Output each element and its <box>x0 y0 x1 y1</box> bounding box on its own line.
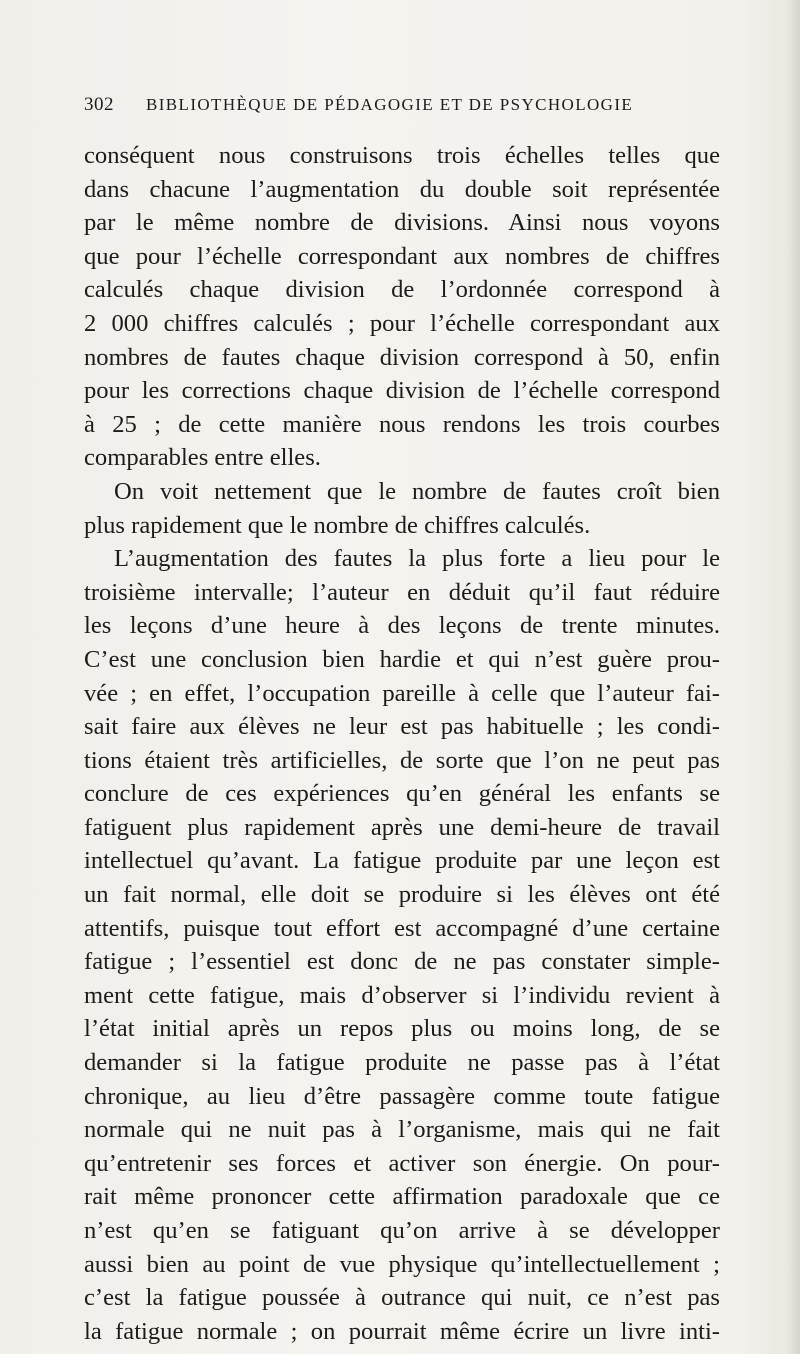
text-line: nombres de fautes chaque division correspond à 50, enfin <box>84 343 720 371</box>
text-line: conclure de ces expériences qu’en général les enfants se <box>84 780 720 808</box>
text-line: L’augmentation des fautes la plus forte a lieu pour le <box>114 545 720 573</box>
text-line: intellectuel qu’avant. La fatigue produite par une leçon est <box>84 847 720 875</box>
text-line: calculés chaque division de l’ordonnée correspond à <box>84 276 720 304</box>
text-line: un fait normal, elle doit se produire si les élèves ont été <box>84 881 720 909</box>
text-line: les leçons d’une heure à des leçons de trente minutes. <box>84 612 720 640</box>
text-line: qu’entretenir ses forces et activer son énergie. On pour- <box>84 1149 720 1177</box>
text-line: pour les corrections chaque division de l’échelle correspond <box>84 377 720 405</box>
text-line: dans chacune l’augmentation du double soit représentée <box>84 175 720 203</box>
text-line: sait faire aux élèves ne leur est pas habituelle ; les condi- <box>84 713 720 741</box>
text-line: tions étaient très artificielles, de sorte que l’on ne peut pas <box>84 746 720 774</box>
text-line: l’état initial après un repos plus ou moins long, de se <box>84 1015 720 1043</box>
text-line: aussi bien au point de vue physique qu’intellectuellement ; <box>84 1250 720 1278</box>
text-line: normale qui ne nuit pas à l’organisme, mais qui ne fait <box>84 1116 720 1144</box>
text-line: fatiguent plus rapidement après une demi-heure de travail <box>84 813 720 841</box>
text-line: comparables entre elles. <box>84 444 321 472</box>
text-line: On voit nettement que le nombre de fautes croît bien <box>114 477 720 505</box>
text-line: troisième intervalle; l’auteur en déduit qu’il faut réduire <box>84 578 720 606</box>
text-line: rait même prononcer cette affirmation paradoxale que ce <box>84 1183 720 1211</box>
text-line: c’est la fatigue poussée à outrance qui nuit, ce n’est pas <box>84 1284 720 1312</box>
text-line: n’est qu’en se fatiguant qu’on arrive à se développer <box>84 1217 720 1244</box>
text-line: plus rapidement que le nombre de chiffres calculés. <box>84 511 591 539</box>
text-line: C’est une conclusion bien hardie et qui n’est guère prou- <box>84 645 720 673</box>
text-line: attentifs, puisque tout effort est accompagné d’une certaine <box>84 914 720 942</box>
page-header <box>84 94 724 124</box>
text-line: ment cette fatigue, mais d’observer si l’individu revient à <box>84 981 720 1009</box>
text-line: à 25 ; de cette manière nous rendons les trois courbes <box>84 410 720 438</box>
text-line: chronique, au lieu d’être passagère comme toute fatigue <box>84 1082 720 1110</box>
body-text <box>84 139 720 1348</box>
text-line: fatigue ; l’essentiel est donc de ne pas constater simple- <box>84 948 720 976</box>
text-line: que pour l’échelle correspondant aux nombres de chiffres <box>84 242 720 270</box>
text-line: demander si la fatigue produite ne passe pas à l’état <box>84 1049 720 1077</box>
text-line: par le même nombre de divisions. Ainsi nous voyons <box>84 209 720 237</box>
running-head: BIBLIOTHÈQUE DE PÉDAGOGIE ET DE PSYCHOLOGIE <box>146 95 634 114</box>
page-edge-shadow <box>786 0 800 1354</box>
text-line: vée ; en effet, l’occupation pareille à celle que l’auteur fai- <box>84 679 720 707</box>
text-line: la fatigue normale ; on pourrait même écrire un livre inti- <box>84 1317 720 1345</box>
text-line: conséquent nous construisons trois échelles telles que <box>84 142 720 169</box>
text-line: 2 000 chiffres calculés ; pour l’échelle correspondant aux <box>84 309 720 337</box>
page-number: 302 <box>84 94 114 115</box>
